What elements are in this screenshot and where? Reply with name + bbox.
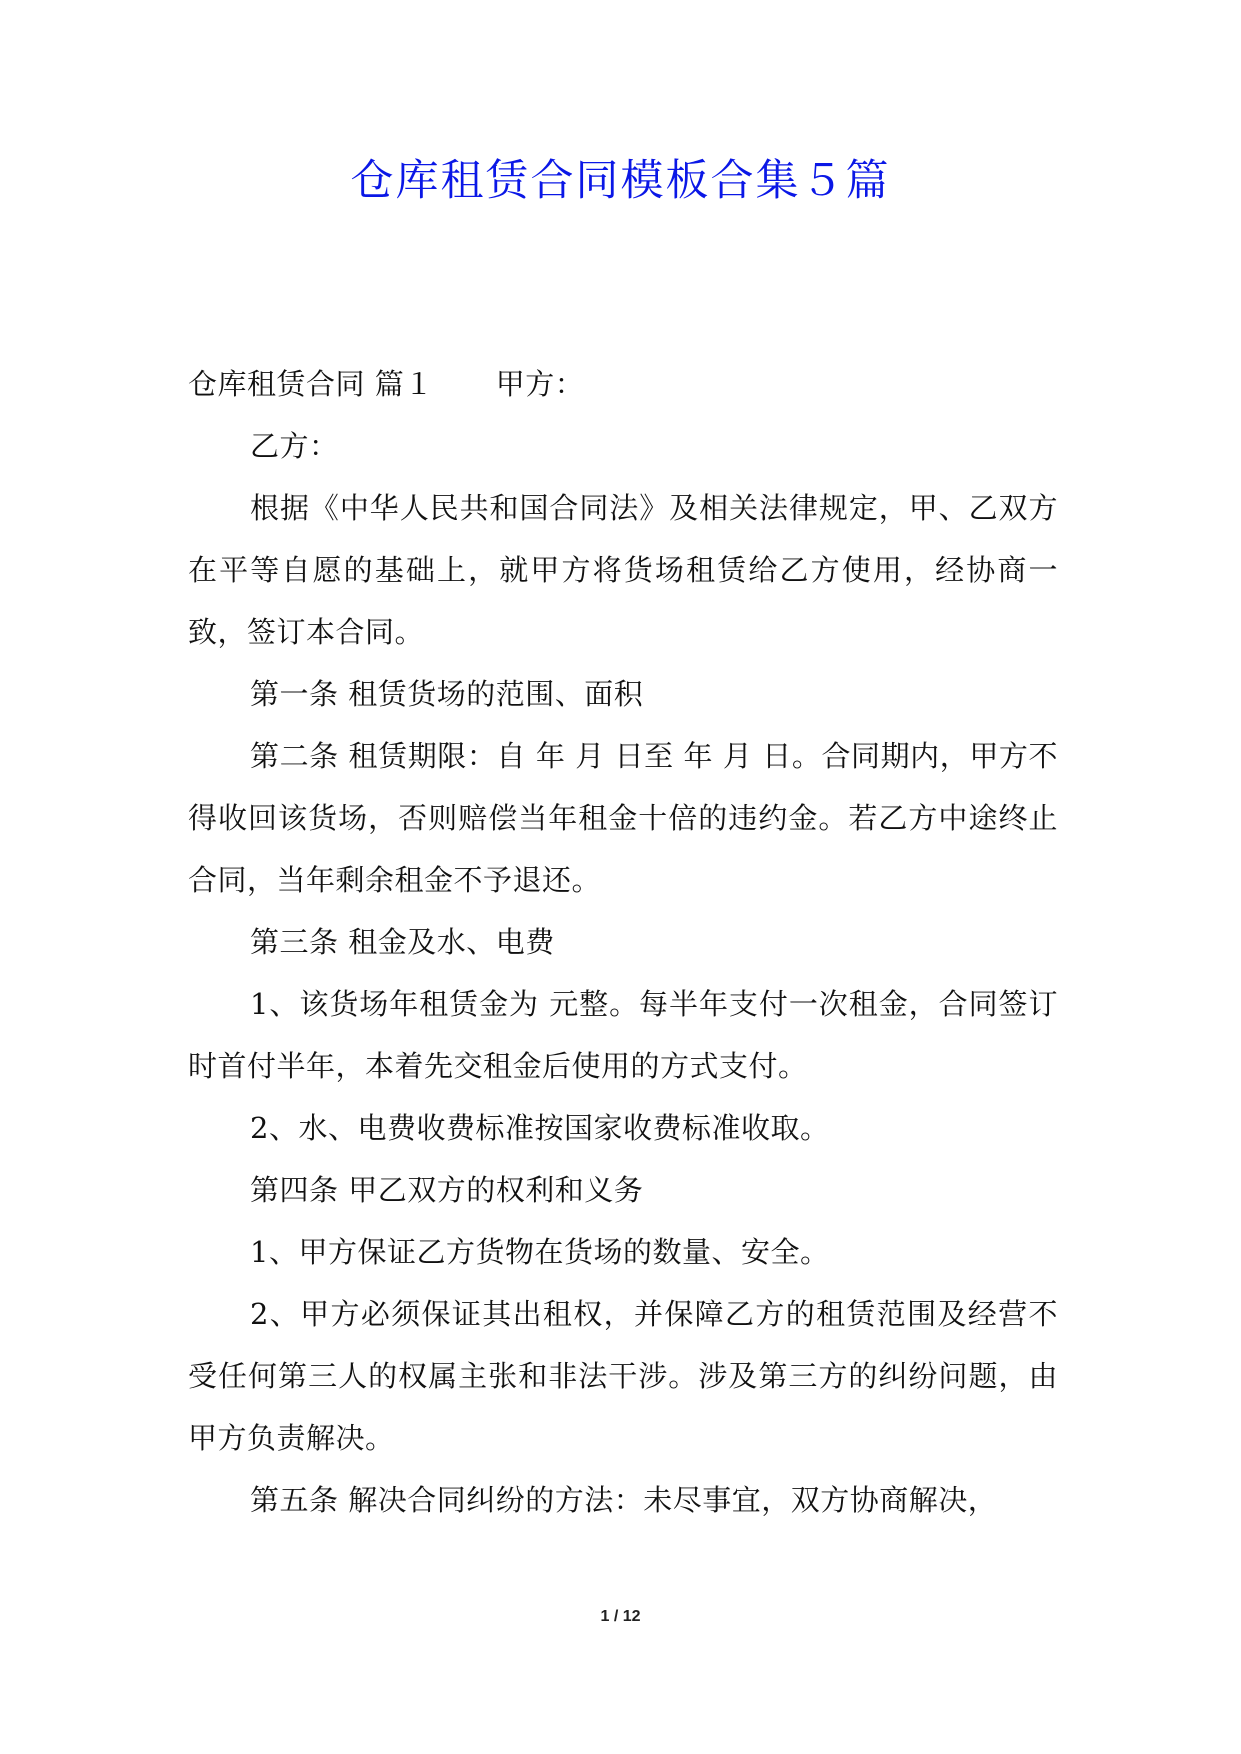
article-4-heading: 第四条 甲乙双方的权利和义务	[250, 1173, 644, 1207]
document-title: 仓库租赁合同模板合集５篇	[350, 156, 891, 206]
preamble-paragraph: 根据《中华人民共和国合同法》及相关法律规定，甲、乙双方在平等自愿的基础上，就甲方将货场租赁给乙方使用，经协商一致，签订本合同。	[188, 491, 1058, 649]
article-4-clause-2: 2、甲方必须保证其出租权，并保障乙方的租赁范围及经营不受任何第三人的权属主张和非法干涉。涉及第三方的纠纷问题，由甲方负责解决。	[188, 1297, 1058, 1455]
party-a-label: 甲方：	[495, 367, 585, 401]
article-1-heading: 第一条 租赁货场的范围、面积	[250, 677, 644, 711]
article-5-paragraph: 第五条 解决合同纠纷的方法：未尽事宜，双方协商解决，	[250, 1483, 998, 1517]
article-3-clause-1: 1、该货场年租赁金为 元整。每半年支付一次租金，合同签订时首付半年，本着先交租金后使用的方式支付。	[188, 987, 1058, 1083]
page-number: 1 / 12	[600, 1608, 641, 1625]
contract-heading: 仓库租赁合同 篇１	[188, 367, 434, 401]
article-2-paragraph: 第二条 租赁期限：自 年 月 日至 年 月 日。合同期内，甲方不得收回该货场，否则赔偿当年租金十倍的违约金。若乙方中途终止合同，当年剩余租金不予退还。	[188, 739, 1058, 897]
article-3-clause-2: 2、水、电费收费标准按国家收费标准收取。	[250, 1111, 830, 1145]
party-b-label: 乙方：	[250, 429, 339, 463]
article-3-heading: 第三条 租金及水、电费	[250, 925, 555, 959]
article-4-clause-1: 1、甲方保证乙方货物在货场的数量、安全。	[250, 1235, 830, 1269]
document-body	[188, 353, 1058, 1531]
contract-heading-line	[188, 353, 1058, 415]
